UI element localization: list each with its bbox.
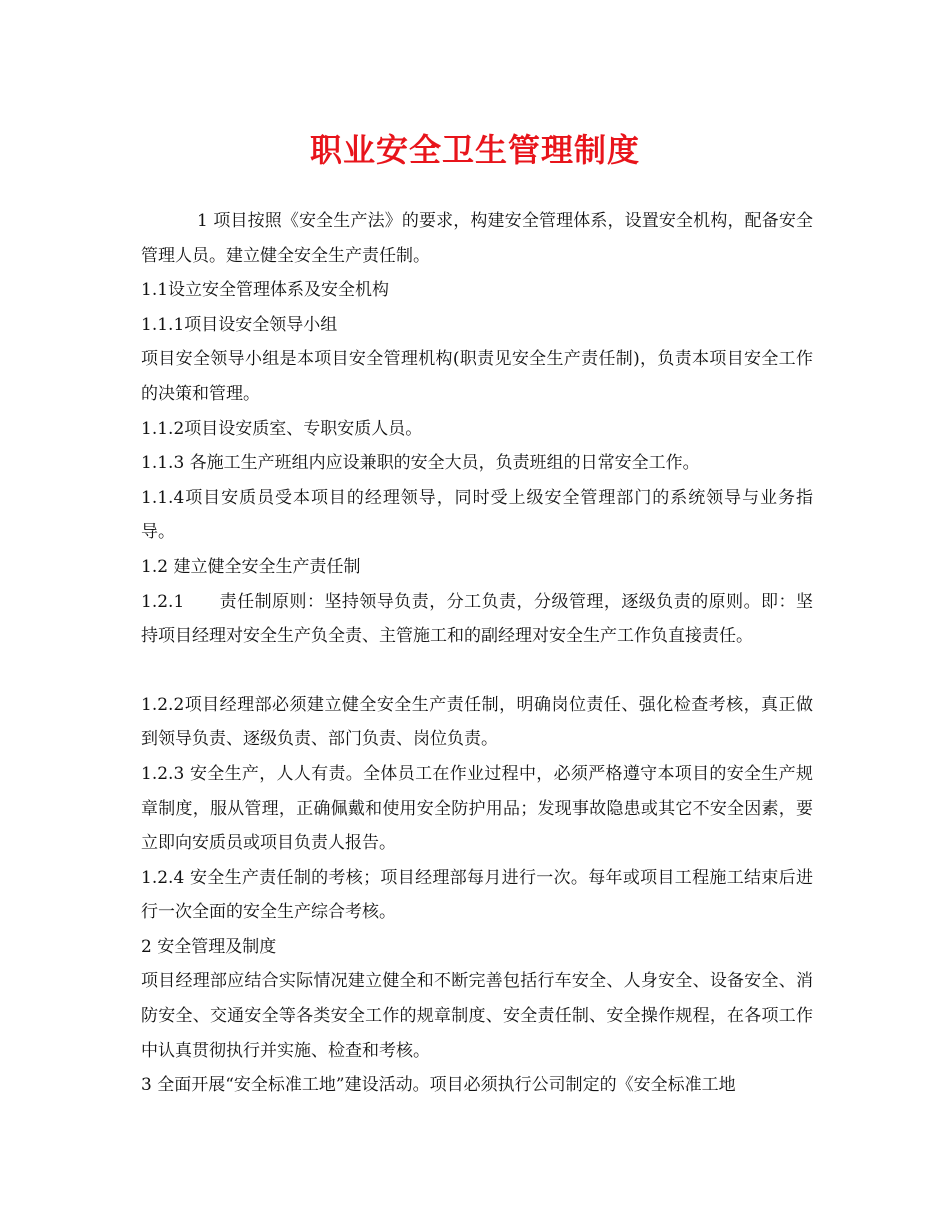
item-1-2-3: 1.2.3 安全生产，人人有责。全体员工在作业过程中，必须严格遵守本项目的安全生产规章制度，服从管理，正确佩戴和使用安全防护用品；发现事故隐患或其它不安全因素，要立即向安质员或项目负责人报告。 [141, 763, 813, 854]
item-1-2-2: 1.2.2项目经理部必须建立健全安全生产责任制，明确岗位责任、强化检查考核，真正做到领导负责、逐级负责、部门负责、岗位负责。 [141, 694, 813, 750]
heading-1-1: 1.1设立安全管理体系及安全机构 [141, 280, 390, 301]
item-1-1-4: 1.1.4项目安质员受本项目的经理领导，同时受上级安全管理部门的系统领导与业务指导。 [141, 487, 813, 543]
heading-1-2: 1.2 建立健全安全生产责任制 [141, 556, 361, 577]
paragraph-safety-rules: 项目经理部应结合实际情况建立健全和不断完善包括行车安全、人身安全、设备安全、消防安全、交通安全等各类安全工作的规章制度、安全责任制、安全操作规程，在各项工作中认真贯彻执行并实施、检查和考核。 [141, 971, 813, 1061]
item-1-1-3: 1.1.3 各施工生产班组内应设兼职的安全大员，负责班组的日常安全工作。 [141, 453, 700, 474]
item-1-2-1: 1.2.1 责任制原则：坚持领导负责，分工负责，分级管理，逐级负责的原则。即：坚持项目经理对安全生产负全责、主管施工和的副经理对安全生产工作负直接责任。 [141, 591, 813, 647]
paragraph-1: 1 项目按照《安全生产法》的要求，构建安全管理体系，设置安全机构，配备安全管理人员。建立健全安全生产责任制。 [141, 211, 813, 266]
item-3: 3 全面开展“安全标准工地”建设活动。项目必须执行公司制定的《安全标准工地 [141, 1075, 736, 1096]
item-1-2-4: 1.2.4 安全生产责任制的考核；项目经理部每月进行一次。每年或项目工程施工结束后进行一次全面的安全生产综合考核。 [141, 867, 813, 923]
document-body [141, 204, 813, 1103]
document-title: 职业安全卫生管理制度 [309, 131, 640, 169]
heading-2: 2 安全管理及制度 [141, 936, 277, 957]
item-1-1-2: 1.1.2项目设安质室、专职安质人员。 [141, 418, 423, 439]
heading-1-1-1: 1.1.1项目设安全领导小组 [141, 314, 338, 335]
paragraph-safety-group: 项目安全领导小组是本项目安全管理机构(职责见安全生产责任制)，负责本项目安全工作的决策和管理。 [141, 349, 813, 404]
